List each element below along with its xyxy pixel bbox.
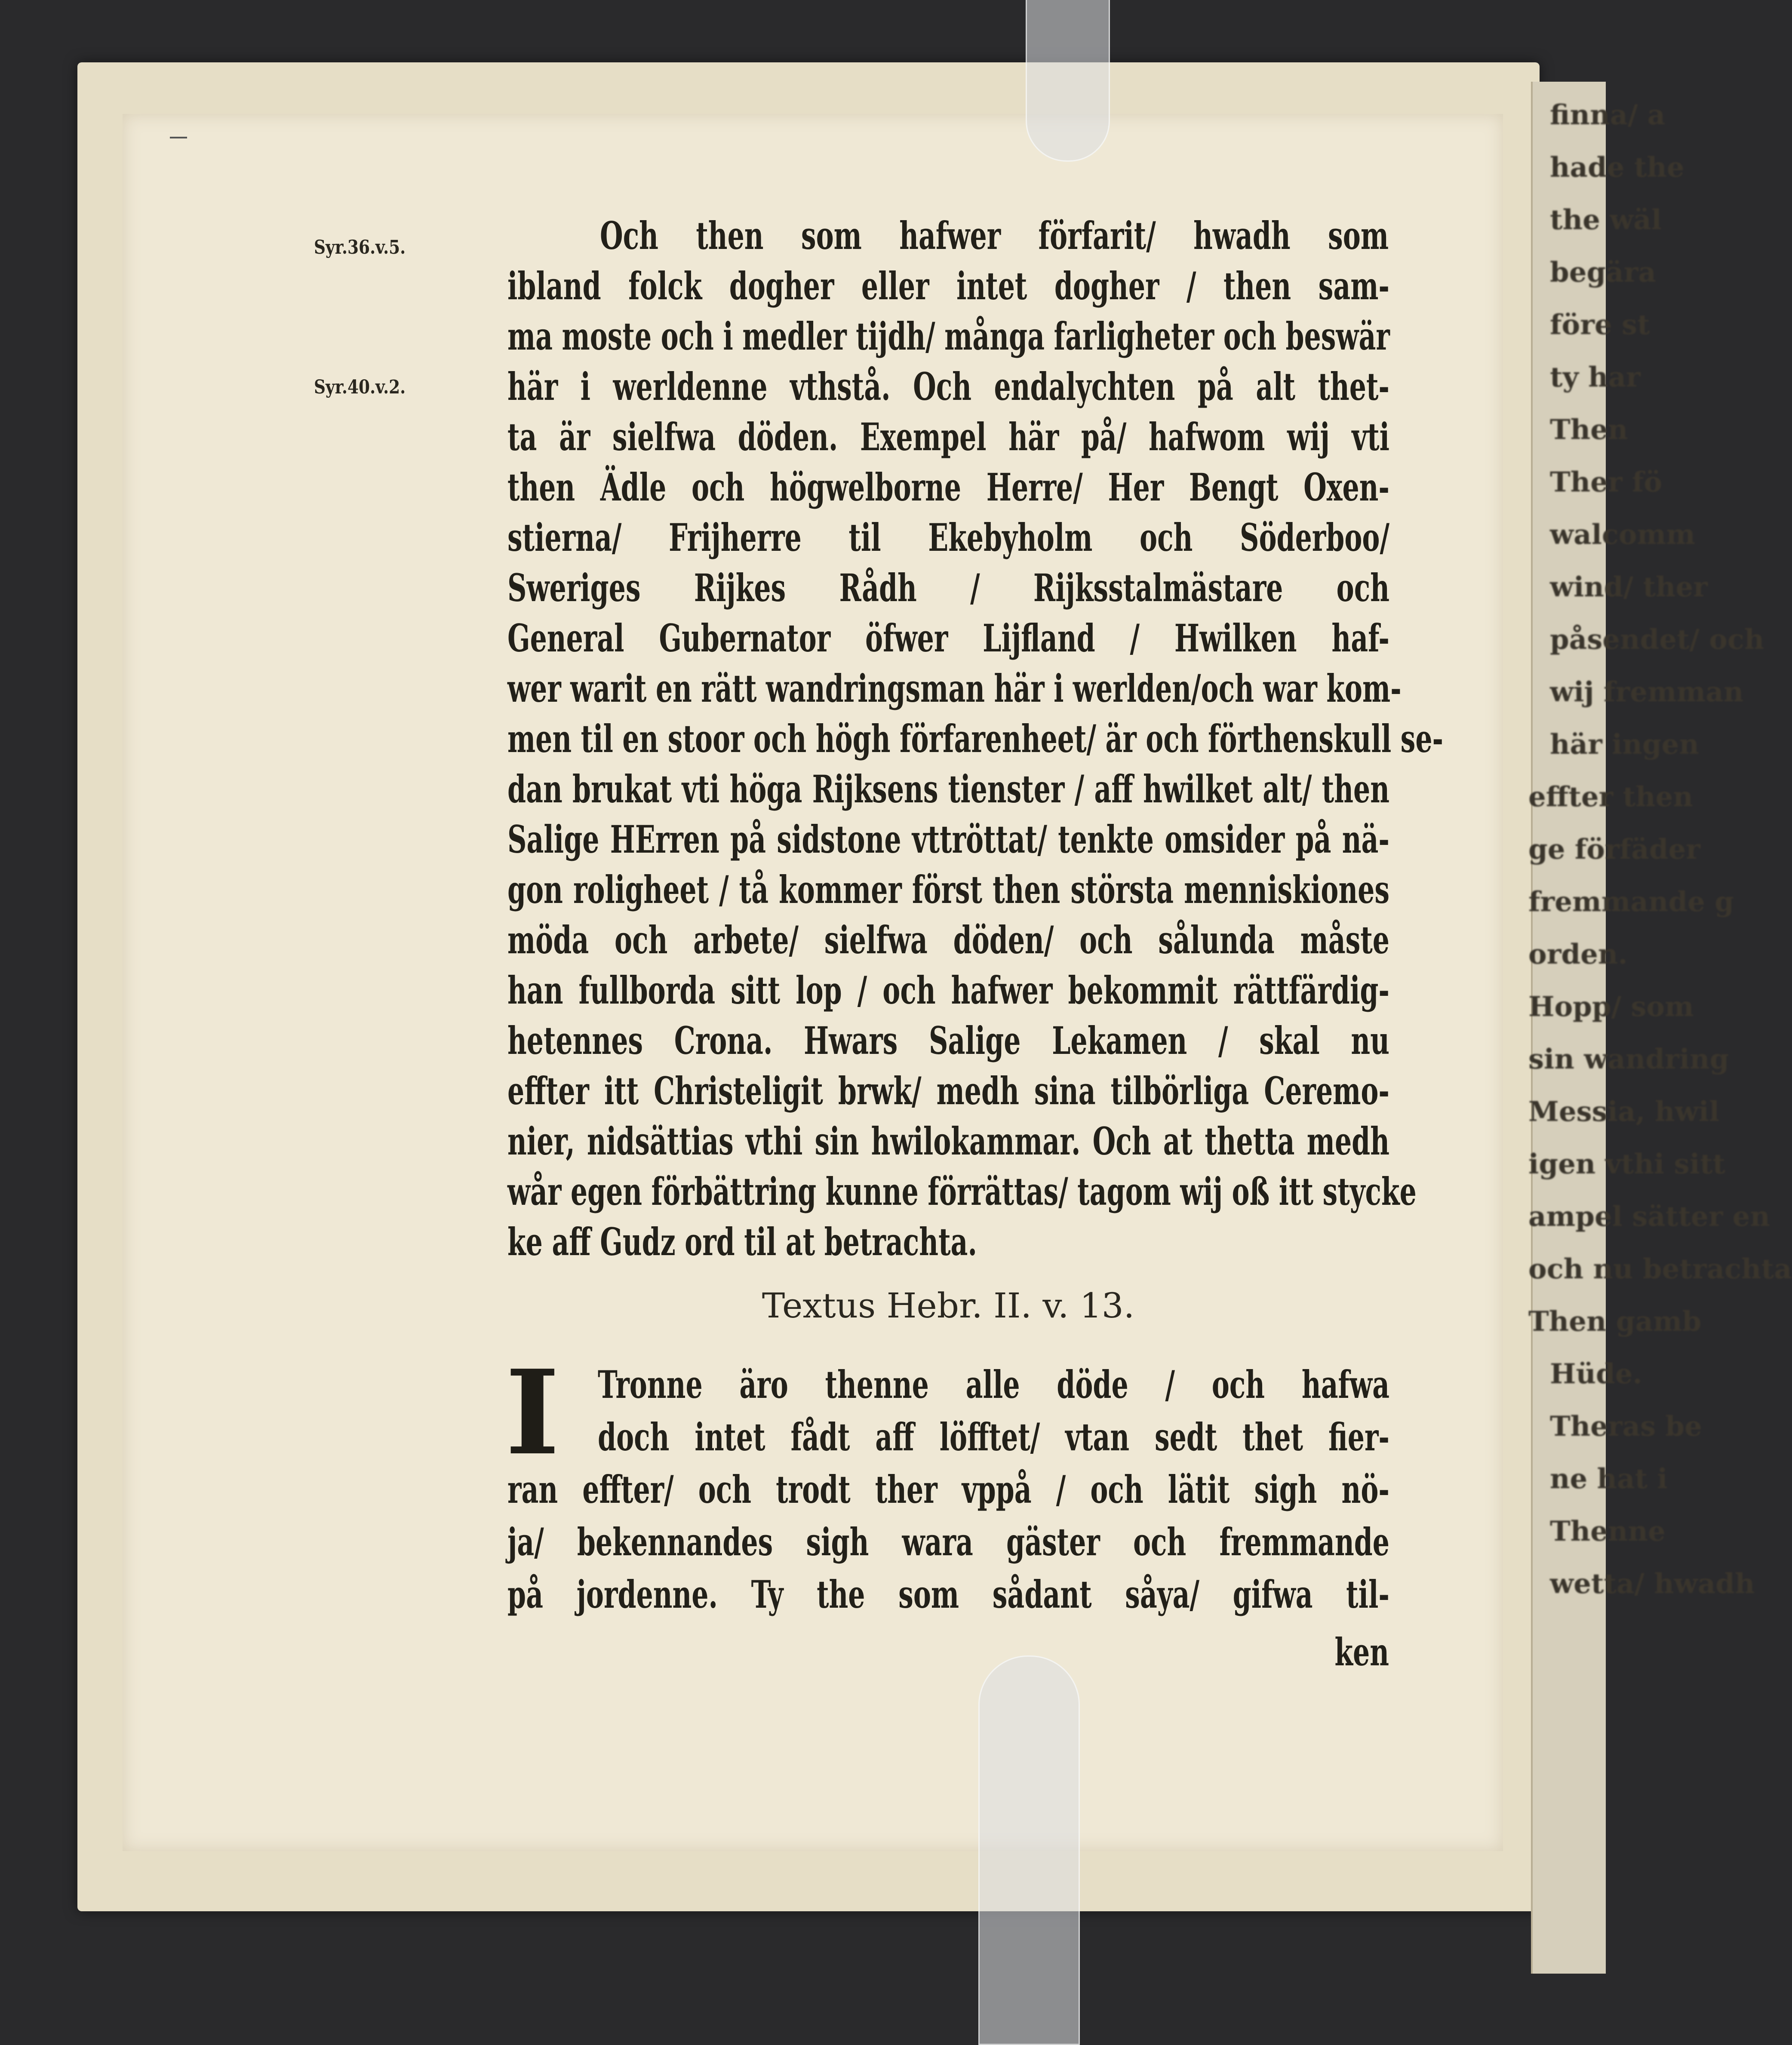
facing-page-text: före st [1550, 309, 1650, 341]
text-line: han fullborda sitt lop / och hafwer bekommit rättfärdig- [507, 968, 1389, 1013]
facing-page-text: påsendet/ och [1550, 623, 1764, 656]
facing-page-text: sin wandring [1528, 1043, 1729, 1075]
text-line: doch intet fådt aff löfftet/ vtan sedt thet fier- [598, 1415, 1389, 1459]
facing-page-text: här ingen [1550, 728, 1699, 761]
facing-page-text: ampel sätter en [1528, 1201, 1770, 1233]
page-clip-bottom [978, 1655, 1080, 2045]
facing-page-text: orden. [1528, 938, 1628, 970]
facing-page-text: Theras be [1550, 1410, 1702, 1443]
facing-page-text: effter then [1528, 781, 1693, 813]
margin-note: Syr.36.v.5. [314, 236, 406, 258]
facing-page-text: Messia, hwil [1528, 1096, 1720, 1128]
text-line: ja/ bekennandes sigh wara gäster och fremmande [507, 1520, 1389, 1564]
text-line: Sweriges Rijkes Rådh / Rijksstalmästare och [507, 565, 1389, 610]
facing-page-text: the wäl [1550, 204, 1662, 236]
facing-page-text: begära [1550, 256, 1656, 289]
facing-page-text: Thenne [1550, 1515, 1666, 1548]
text-line: wer warit en rätt wandringsman här i werlden/och war kom- [507, 666, 1402, 711]
facing-page-text: wind/ ther [1550, 571, 1708, 603]
text-line: Salige HErren på sidstone vttröttat/ tenkte omsider på nä- [507, 817, 1389, 862]
facing-page-text: Ther fö [1550, 466, 1663, 498]
text-line: ibland folck dogher eller intet dogher / then sam- [507, 264, 1389, 308]
facing-page-text: ty har [1550, 361, 1641, 393]
text-line: wår egen förbättring kunne förrättas/ tagom wij oß itt stycke [507, 1169, 1417, 1214]
section-heading: Textus Hebr. II. v. 13. [762, 1286, 1135, 1326]
text-line: ta är sielfwa döden. Exempel här på/ hafwom wij vti [507, 415, 1389, 459]
text-line: dan brukat vti höga Rijksens tienster / aff hwilket alt/ then [507, 767, 1389, 811]
facing-page-text: och nu betrachta [1528, 1253, 1792, 1285]
text-line: möda och arbete/ sielfwa döden/ och sålunda måste [507, 918, 1389, 962]
facing-page-text: wetta/ hwadh [1550, 1568, 1755, 1600]
facing-page-text: finna/ a [1550, 99, 1666, 131]
page-mark [170, 137, 187, 138]
text-line: här i werldenne vthstå. Och endalychten på alt thet- [507, 364, 1389, 409]
facing-page-text: Then [1550, 414, 1628, 446]
facing-page-text: Hüde. [1550, 1358, 1642, 1390]
facing-page-text: fremmande g [1528, 886, 1734, 918]
text-line: Och then som hafwer förfarit/ hwadh som [600, 213, 1389, 258]
facing-page-text: igen vthi sitt [1528, 1148, 1725, 1180]
text-line: hetennes Crona. Hwars Salige Lekamen / skal nu [507, 1018, 1389, 1063]
drop-cap-initial: I [505, 1344, 560, 1481]
facing-page-fragment [1528, 82, 1792, 1974]
facing-page-text: ne hat i [1550, 1463, 1668, 1495]
text-line: nier, nidsättias vthi sin hwilokammar. Och at thetta medh [507, 1119, 1389, 1164]
margin-note: Syr.40.v.2. [314, 376, 406, 398]
facing-page-text: Then gamb [1528, 1305, 1702, 1338]
facing-page-text: Hopp/ som [1528, 991, 1694, 1023]
facing-page-text: wij fremman [1550, 676, 1744, 708]
text-line: effter itt Christeligit brwk/ medh sina tilbörliga Ceremo- [507, 1069, 1389, 1113]
text-line: Tronne äro thenne alle döde / och hafwa [598, 1362, 1389, 1407]
page-clip-top [1026, 0, 1110, 162]
facing-page-text: hade the [1550, 151, 1684, 184]
catchword: ken [1334, 1630, 1389, 1674]
facing-page-text: ge förfäder [1528, 833, 1700, 866]
text-line: ke aff Gudz ord til at betrachta. [507, 1219, 977, 1264]
text-line: ran effter/ och trodt ther vppå / och lätit sigh nö- [507, 1467, 1389, 1512]
text-line: gon roligheet / tå kommer först then största menniskiones [507, 867, 1389, 912]
text-line: men til en stoor och högh förfarenheet/ är och förthenskull se- [507, 716, 1444, 761]
text-line: ma moste och i medler tijdh/ många farligheter och beswär [507, 314, 1390, 359]
facing-page-text: walcomm [1550, 519, 1695, 551]
text-line: General Gubernator öfwer Lijfland / Hwilken haf- [507, 616, 1389, 660]
text-line: stierna/ Frijherre til Ekebyholm och Söderboo/ [507, 515, 1389, 560]
text-line: then Ädle och högwelborne Herre/ Her Bengt Oxen- [507, 465, 1389, 510]
text-line: på jordenne. Ty the som sådant såya/ gifwa til- [507, 1572, 1389, 1617]
